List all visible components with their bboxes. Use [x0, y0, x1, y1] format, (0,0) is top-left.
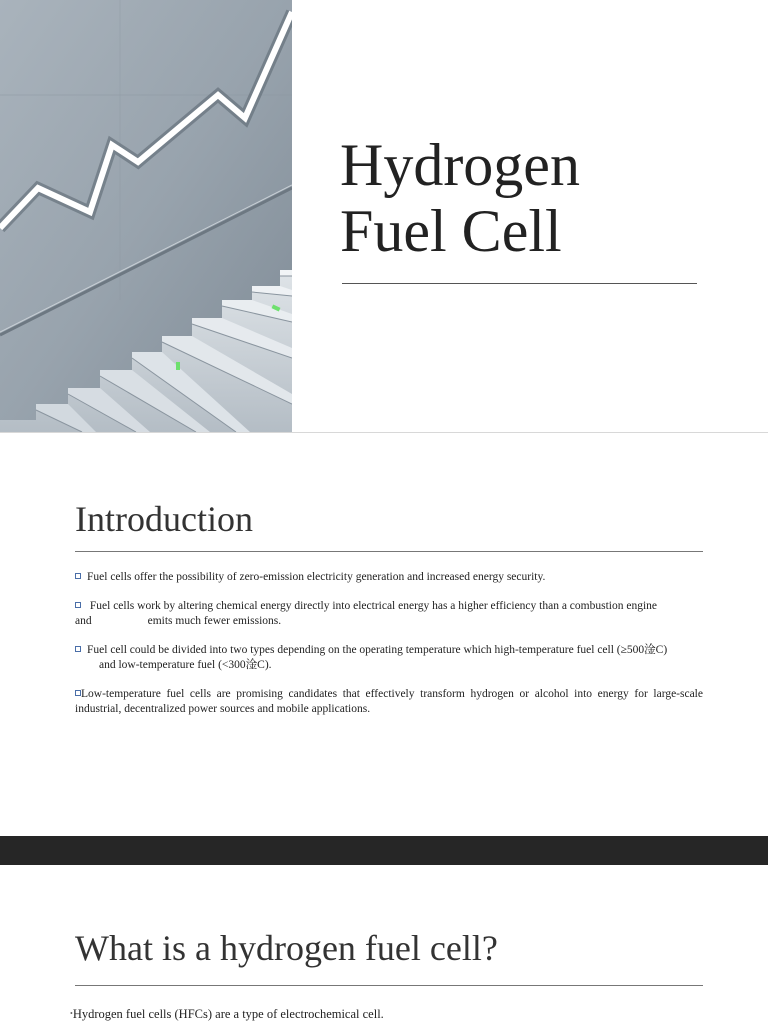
bullet-list — [75, 570, 703, 731]
checkbox-bullet-icon — [75, 602, 81, 608]
stairs-growth-photo — [0, 0, 292, 432]
what-is-heading: What is a hydrogen fuel cell? — [75, 928, 498, 968]
list-item: Fuel cells work by altering chemical energy directly into electrical energy has a higher efficiency than a combustion engine and emits much fewer emissions. — [75, 600, 658, 627]
dark-divider-band — [0, 836, 768, 865]
heading-underline — [75, 985, 703, 986]
list-item: Low-temperature fuel cells are promising candidates that effectively transform hydrogen or alcohol into energy for large-scale industrial, decentralized power sources and mobile applications. — [75, 688, 703, 715]
title-slide — [0, 0, 768, 432]
title — [340, 132, 740, 264]
checkbox-bullet-icon — [75, 646, 81, 652]
title-line-2: Fuel Cell — [340, 198, 562, 264]
introduction-slide — [0, 433, 768, 836]
title-underline — [342, 283, 697, 284]
heading-underline — [75, 551, 703, 552]
title-line-1: Hydrogen — [340, 132, 580, 198]
list-item: Fuel cell could be divided into two types depending on the operating temperature which high-temperature fuel cell (≥500淦C) and low-temperature fuel (<300淦C). — [75, 643, 703, 673]
body-text: •Hydrogen fuel cells (HFCs) are a type of electrochemical cell. — [70, 1007, 384, 1021]
list-item: Fuel cells offer the possibility of zero-emission electricity generation and increased energy security. — [75, 570, 703, 585]
bullet-dot-icon: • — [70, 1009, 73, 1018]
what-is-slide — [0, 865, 768, 1024]
introduction-heading: Introduction — [75, 499, 253, 539]
checkbox-bullet-icon — [75, 573, 81, 579]
